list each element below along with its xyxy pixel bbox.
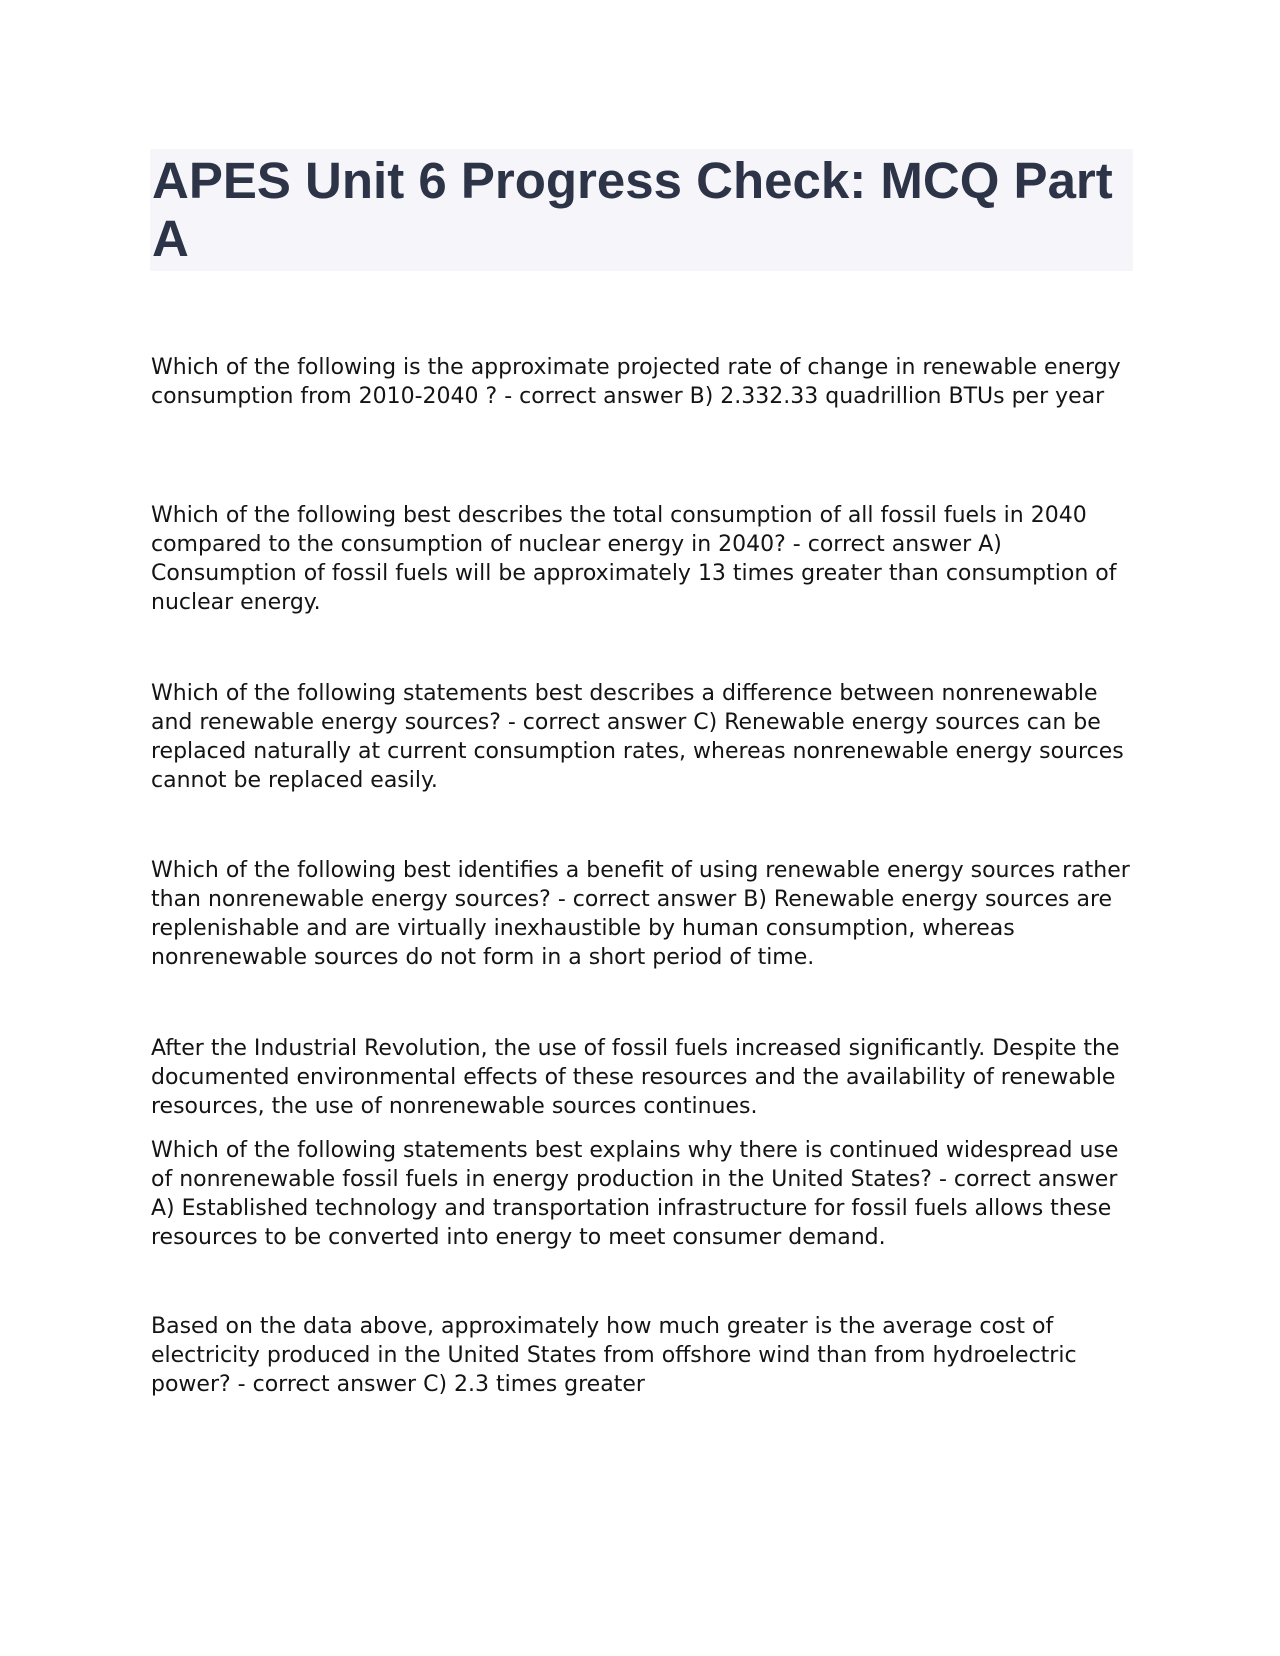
question-paragraph-4: Which of the following best identifies a benefit of using renewable energy sources rather than nonrenewable energy sources? - correct answer B) Renewable energy sources are replenishable and are virtually inexhaustible by human consumption, whereas nonrenewable sources do not form in a short period of time. bbox=[151, 858, 1130, 970]
question-paragraph-5: Which of the following statements best explains why there is continued widespread use of nonrenewable fossil fuels in energy production in the United States? - correct answer A) Established technology and transportation infrastructure for fossil fuels allows these resources to be converted into energy to meet consumer demand. bbox=[151, 1138, 1119, 1250]
question-paragraph-6: Based on the data above, approximately how much greater is the average cost of electricity produced in the United States from offshore wind than from hydroelectric power? - correct answer C) 2.3 times greater bbox=[151, 1314, 1077, 1397]
question-paragraph-1: Which of the following is the approximate projected rate of change in renewable energy consumption from 2010-2040 ? - correct answer B) 2.332.33 quadrillion BTUs per year bbox=[151, 355, 1121, 409]
question-paragraph-2: Which of the following best describes the total consumption of all fossil fuels in 2040 compared to the consumption of nuclear energy in 2040? - correct answer A) Consumption of fossil fuels will be approximately 13 times greater than consumption of nuclear energy. bbox=[151, 503, 1117, 615]
page-title: APES Unit 6 Progress Check: MCQ Part A bbox=[152, 152, 1113, 267]
question-paragraph-3: Which of the following statements best describes a difference between nonrenewable and renewable energy sources? - correct answer C) Renewable energy sources can be replaced naturally at current consumption rates, whereas nonrenewable energy sources cannot be replaced easily. bbox=[151, 681, 1124, 793]
context-paragraph: After the Industrial Revolution, the use of fossil fuels increased significantly. Despite the documented environmental effects of these resources and the availability of renewable resources, the use of nonrenewable sources continues. bbox=[151, 1036, 1120, 1119]
title-banner bbox=[150, 149, 1133, 271]
